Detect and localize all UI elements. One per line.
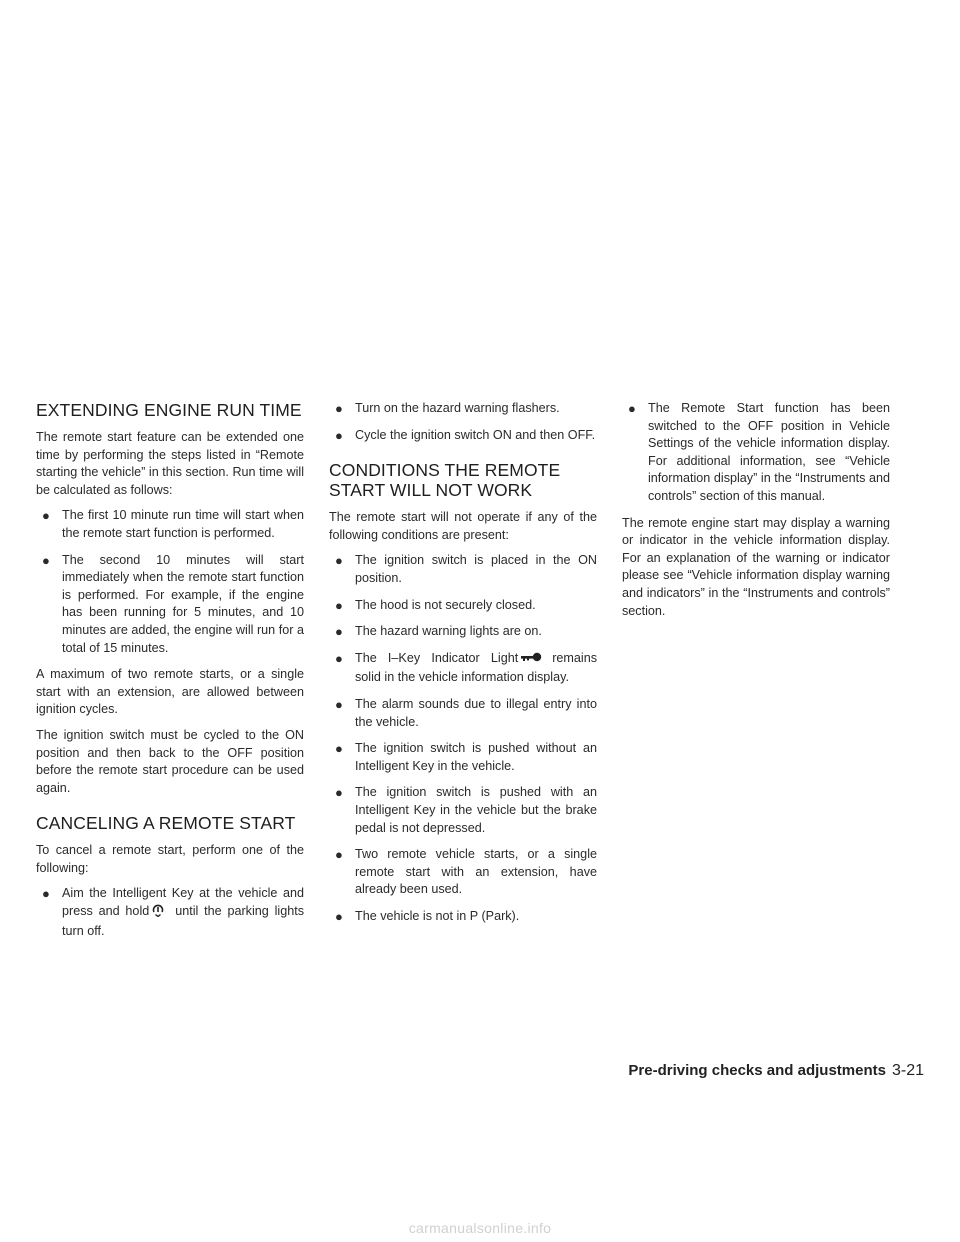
list-item: ● The ignition switch is placed in the ON position. [335,553,597,585]
key-indicator-icon [520,652,542,670]
bullet-list [329,400,597,444]
list-item: ● The ignition switch is pushed without an Intelligent Key in the vehicle. [335,741,597,773]
bullet-icon: ● [335,696,343,712]
bullet-icon: ● [335,908,343,924]
heading-extending-run-time: EXTENDING ENGINE RUN TIME [36,400,302,420]
paragraph: To cancel a remote start, perform one of the following: [36,843,304,875]
paragraph: The remote start feature can be extended one time by performing the steps listed in “Remote starting the vehicle” in this section. Run time will be calculated as follows: [36,430,304,497]
bullet-icon: ● [42,508,50,524]
bullet-list [36,507,304,657]
remote-start-icon [151,903,165,923]
list-item: ● The hazard warning lights are on. [335,624,542,640]
list-item: ● The alarm sounds due to illegal entry into the vehicle. [335,696,597,729]
heading-conditions: CONDITIONS THE REMOTE START WILL NOT WORK [329,460,561,501]
bullet-icon: ● [335,624,343,640]
list-item: ● The second 10 minutes will start immediately when the remote start function is performed. For example, if the engine has been running for 5 minutes, and 10 minutes are added, the engine will run for a total of 15 minutes. [42,552,304,655]
section-title: Pre-driving checks and adjustments [628,1062,886,1079]
bullet-icon: ● [335,597,343,613]
bullet-icon: ● [335,785,343,801]
bullet-icon: ● [335,553,343,569]
paragraph: A maximum of two remote starts, or a single start with an extension, are allowed between ignition cycles. [36,667,304,717]
list-item: ● Turn on the hazard warning flashers. [335,401,560,416]
list-item: ● The Remote Start function has been switched to the OFF position in Vehicle Settings of the vehicle information display. For additional information, see “Vehicle information display” in the “Instruments and controls” section of this manual. [628,401,890,503]
list-item: ● The ignition switch is pushed with an Intelligent Key in the vehicle but the brake pedal is not depressed. [335,785,597,835]
bullet-list [36,885,304,940]
bullet-icon: ● [628,401,636,416]
list-item: ● The first 10 minute run time will start when the remote start function is performed. [42,508,304,540]
bullet-list [329,552,597,925]
bullet-list [622,400,890,506]
list-item: ● The vehicle is not in P (Park). [335,908,520,924]
paragraph: The ignition switch must be cycled to the ON position and then back to the OFF position before the remote start procedure can be used again. [36,727,304,795]
list-item: ● Cycle the ignition switch ON and then OFF. [335,427,596,443]
list-item: ● The I–Key Indicator Light remains solid in the vehicle information display. [335,650,597,685]
watermark: carmanualsonline.info [408,1220,552,1236]
bullet-icon: ● [335,847,343,863]
column-1 [36,400,304,949]
paragraph: The remote engine start may display a warning or indicator in the vehicle information display. For an explanation of the warning or indicator please see “Vehicle information display warning and indicators” in the “Instruments and controls” section. [622,515,890,618]
column-3 [622,400,890,628]
heading-canceling-remote-start: CANCELING A REMOTE START [36,813,296,834]
bullet-icon: ● [335,650,343,666]
list-item: ● Two remote vehicle starts, or a single remote start with an extension, have already been used. [335,847,597,897]
list-item: ● Aim the Intelligent Key at the vehicle and press and hold until the parking lights turn off. [42,886,304,938]
list-item: ● The hood is not securely closed. [335,597,536,613]
bullet-icon: ● [42,886,50,902]
page-footer [628,1062,924,1080]
bullet-icon: ● [42,552,50,568]
page-number: 3-21 [891,1062,924,1079]
paragraph: The remote start will not operate if any of the following conditions are present: [329,510,597,542]
bullet-icon: ● [335,401,343,416]
bullet-icon: ● [335,741,343,757]
column-2 [329,400,597,934]
bullet-icon: ● [335,427,343,443]
